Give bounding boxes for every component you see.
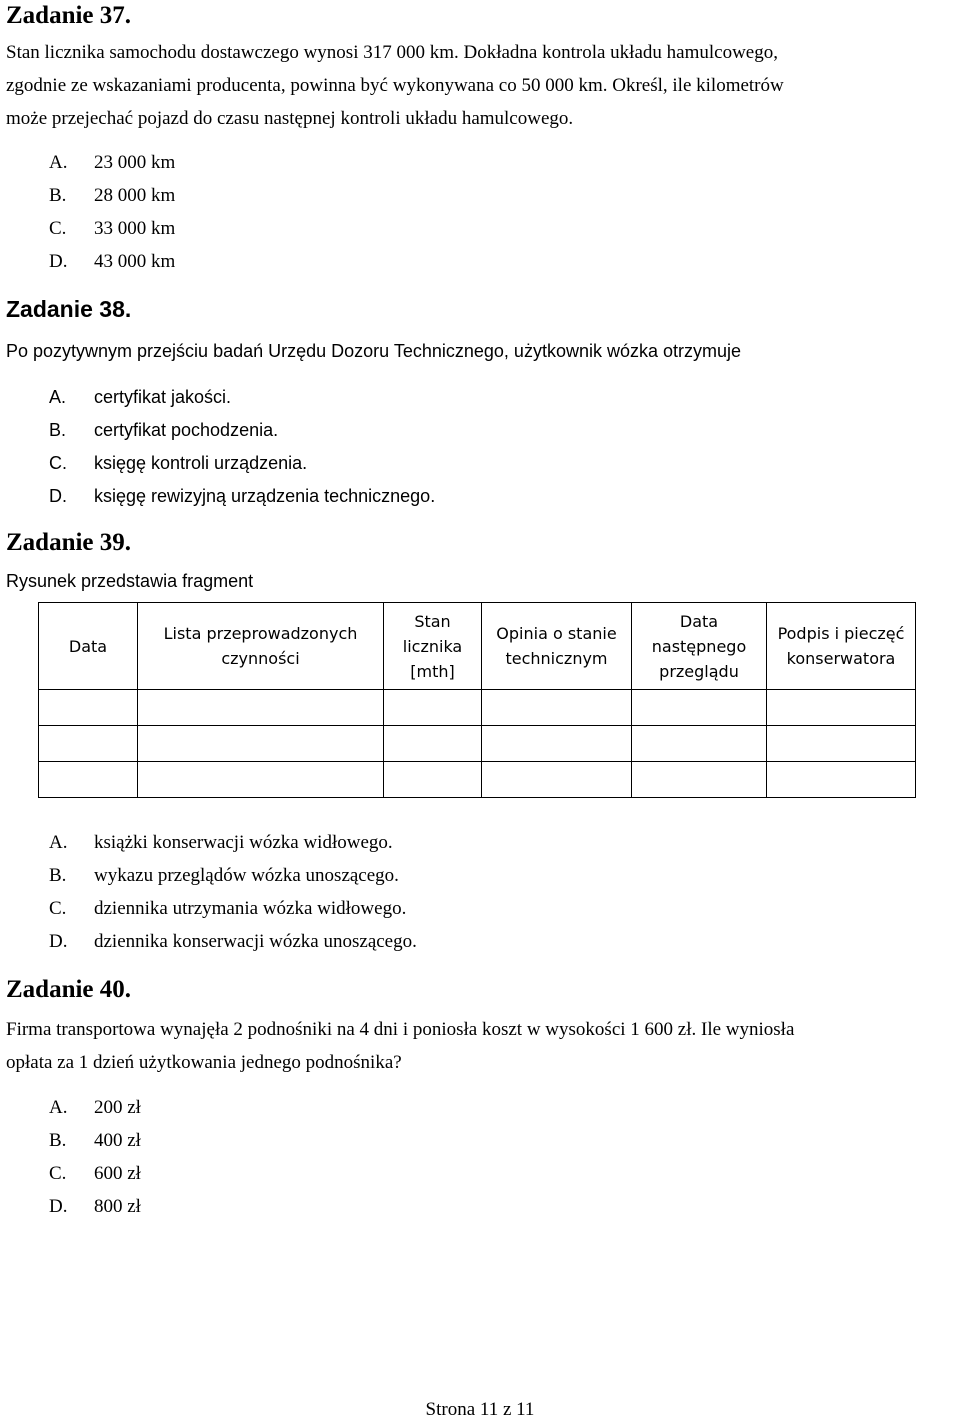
task37-question — [6, 36, 784, 135]
header-signature: Podpis i pieczęć konserwatora — [767, 603, 916, 690]
task37-line-2: zgodnie ze wskazaniami producenta, powinna być wykonywana co 50 000 km. Określ, ile kilometrów — [6, 75, 784, 96]
task40-option-a: A. 200 zł — [49, 1097, 141, 1118]
header-condition: Opinia o stanie technicznym — [482, 603, 632, 690]
task37-line-3: może przejechać pojazd do czasu następnej kontroli układu hamulcowego. — [6, 108, 574, 129]
task37-option-a: A. 23 000 km — [49, 152, 176, 173]
task39-title: Zadanie 39. — [6, 529, 132, 556]
table-row — [39, 690, 916, 726]
task40-line-1: Firma transportowa wynajęła 2 podnośniki na 4 dni i poniosła koszt w wysokości 1 600 zł. Ile wyniosła — [6, 1019, 795, 1040]
task40-option-c: C. 600 zł — [49, 1163, 141, 1184]
header-activities: Lista przeprowadzonych czynności — [138, 603, 384, 690]
task39-option-b: B. wykazu przeglądów wózka unoszącego. — [49, 865, 399, 886]
task37-title: Zadanie 37. — [6, 2, 132, 29]
task37-option-c: C. 33 000 km — [49, 218, 176, 239]
header-date: Data — [39, 603, 138, 690]
task38-option-b: B. certyfikat pochodzenia. — [49, 420, 279, 440]
task37-line-1: Stan licznika samochodu dostawczego wynosi 317 000 km. Dokładna kontrola układu hamulcowego, — [6, 42, 778, 63]
task38-title: Zadanie 38. — [6, 296, 132, 322]
header-meter: Stan licznika [mth] — [384, 603, 482, 690]
task39-option-a: A. książki konserwacji wózka widłowego. — [49, 832, 393, 853]
task40-question — [6, 1013, 794, 1079]
page-number: Strona 11 z 11 — [425, 1399, 535, 1420]
table-row — [39, 762, 916, 798]
log-table — [38, 602, 916, 798]
task39-option-d: D. dziennika konserwacji wózka unoszącego. — [49, 931, 417, 952]
task38-option-a: A. certyfikat jakości. — [49, 387, 232, 407]
task38-option-d: D. księgę rewizyjną urządzenia technicznego. — [49, 486, 436, 506]
task39-option-c: C. dziennika utrzymania wózka widłowego. — [49, 898, 407, 919]
task40-line-2: opłata za 1 dzień użytkowania jednego podnośnika? — [6, 1052, 402, 1073]
task40-option-b: B. 400 zł — [49, 1130, 141, 1151]
table-header-row — [39, 603, 916, 690]
table-row — [39, 726, 916, 762]
task40-option-d: D. 800 zł — [49, 1196, 141, 1217]
task40-title: Zadanie 40. — [6, 976, 132, 1003]
task38-option-c: C. księgę kontroli urządzenia. — [49, 453, 308, 473]
task37-option-d: D. 43 000 km — [49, 251, 176, 272]
task38-question: Po pozytywnym przejściu badań Urzędu Dozoru Technicznego, użytkownik wózka otrzymuje — [6, 341, 742, 361]
header-next-date: Data następnego przeglądu — [632, 603, 767, 690]
task39-question: Rysunek przedstawia fragment — [6, 571, 254, 591]
task37-option-b: B. 28 000 km — [49, 185, 176, 206]
